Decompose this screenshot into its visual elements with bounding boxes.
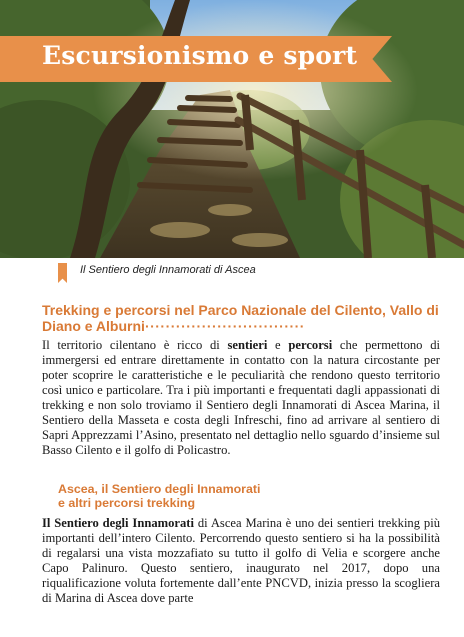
section-heading <box>42 303 442 334</box>
intro-bold-sentieri: sentieri <box>227 338 268 352</box>
intro-paragraph <box>42 338 440 458</box>
photo-caption: Il Sentiero degli Innamorati di Ascea <box>80 264 256 276</box>
intro-text-2: e <box>267 338 289 352</box>
caption-bookmark-icon <box>58 263 67 283</box>
sentiero-paragraph <box>42 516 440 606</box>
intro-bold-percorsi: percorsi <box>288 338 333 352</box>
page-title: Escursionismo e sport <box>42 41 358 70</box>
subsection-heading-line1: Ascea, il Sentiero degli Innamorati <box>58 482 261 496</box>
heading-dotted-leader: ······························· <box>144 317 305 334</box>
subsection-heading <box>58 482 260 510</box>
sentiero-text: di Ascea Marina è uno dei sentieri trekking più importanti dell’intero Cilento. Percorrendo questo sentiero si ha la possibilità di regalarsi una vista mozzafiato su tutto il golfo di Velia e scorgere anche Capo Palinuro. Questo sentiero, inaugurato nel 2017, dopo una riqualificazione voluta fortemente dall’ente PNCVD, inizia presso la scogliera di Marina di Ascea dove parte <box>42 516 440 605</box>
intro-text-3: che permettono di immergersi ed entrare direttamente in contatto con la natura circostante per poter scoprire le caratteristiche e le peculiarità che rendono questo territorio così unico e particolare. Tra i più importanti e frequentati dagli appassionati di trekking e non solo troviamo il Sentiero degli Innamorati di Ascea Marina, il Sentiero della Masseta e costa degli Infreschi, fino ad arrivare al sentiero di Sapri Apprezzami l’Asino, presentato nel dettaglio nello sguardo d’insieme sul Basso Cilento e il golfo di Policastro. <box>42 338 440 457</box>
sentiero-bold-name: Il Sentiero degli Innamorati <box>42 516 194 530</box>
intro-text-1: Il territorio cilentano è ricco di <box>42 338 228 352</box>
subsection-heading-line2: e altri percorsi trekking <box>58 496 196 510</box>
section-heading-text: Trekking e percorsi nel Parco Nazionale del Cilento, Vallo di Diano e Alburni <box>42 302 439 334</box>
